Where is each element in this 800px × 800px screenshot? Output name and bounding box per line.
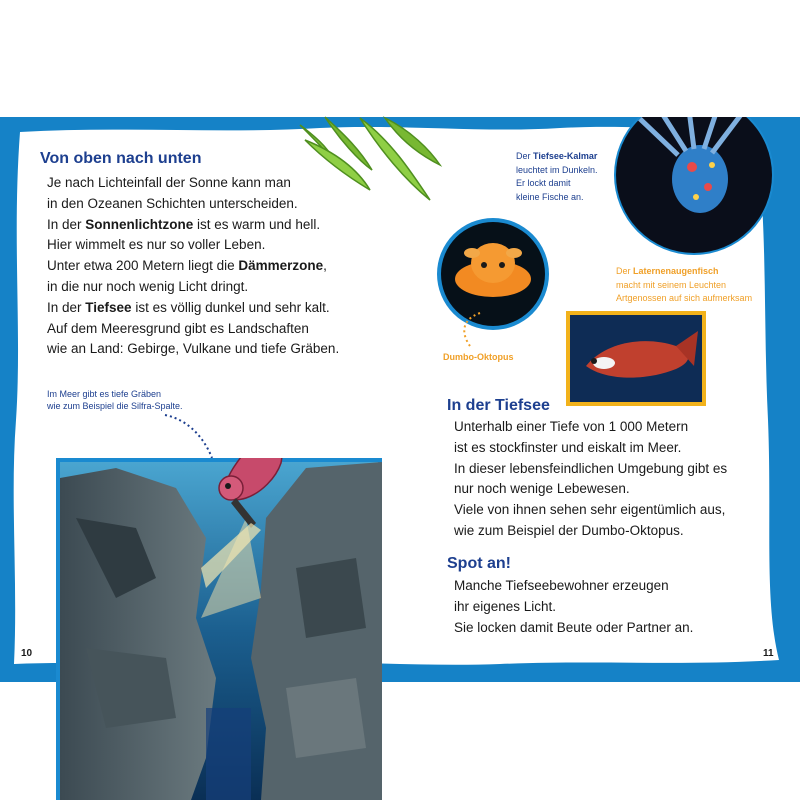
silfra-caption [47, 388, 183, 412]
silfra-caption-line: Im Meer gibt es tiefe Gräben [47, 389, 162, 399]
left-body-line: Hier wimmelt es nur so voller Leben. [47, 237, 266, 253]
laternenaugenfisch-photo [566, 311, 706, 406]
laternen-caption-line: macht mit seinem Leuchten [616, 279, 727, 290]
left-body-line: Je nach Lichteinfall der Sonne kann man [47, 175, 291, 190]
right-page-number: 11 [763, 648, 774, 659]
left-body-line: wie an Land: Gebirge, Vulkane und tiefe Gräben. [47, 341, 340, 357]
tiefsee-body-line: ist es stockfinster und eiskalt im Meer. [454, 439, 682, 455]
laternen-caption-line: Artgenossen auf sich aufmerksam [616, 293, 753, 303]
left-body-line: in den Ozeanen Schichten unterscheiden. [47, 195, 298, 211]
kalmar-caption-line: Der Tiefsee-Kalmar [516, 151, 598, 161]
tiefsee-body-line: wie zum Beispiel der Dumbo-Oktopus. [454, 522, 684, 538]
left-body-line-bold-term: Dämmerzone [238, 258, 324, 274]
laternen-caption [616, 265, 752, 306]
laternen-caption-line-bold-term: Laternenaugenfisch [633, 266, 719, 276]
left-body-text [47, 173, 339, 360]
dumbo-photo [436, 217, 550, 331]
left-body-line-bold-term: Sonnenlichtzone [85, 216, 194, 232]
tiefsee-body-line: nur noch wenige Lebewesen. [454, 481, 630, 497]
tiefsee-body-line: Viele von ihnen sehen sehr eigentümlich aus, [454, 502, 726, 518]
kalmar-photo [608, 117, 778, 267]
left-body-line: In der Tiefsee ist es völlig dunkel und sehr kalt. [47, 299, 330, 315]
left-body-line: in die nur noch wenig Licht dringt. [47, 278, 249, 294]
left-page-number: 10 [21, 648, 33, 659]
kalmar-caption-line: kleine Fische an. [516, 191, 584, 202]
kalmar-caption-line-bold-term: Tiefsee-Kalmar [533, 151, 598, 161]
spot-body-line: ihr eigenes Licht. [454, 598, 557, 614]
right-heading-spot: Spot an! [447, 555, 511, 572]
kalmar-caption [516, 150, 598, 204]
kalmar-caption-line: Er lockt damit [516, 178, 571, 188]
laternen-caption-line: Der Laternenaugenfisch [616, 266, 719, 276]
left-body-line: In der Sonnenlichtzone ist es warm und hell. [47, 216, 321, 232]
right-heading-tiefsee: In der Tiefsee [447, 397, 550, 414]
kalmar-caption-line: leuchtet im Dunkeln. [516, 164, 598, 175]
left-body-line: Auf dem Meeresgrund gibt es Landschaften [47, 320, 309, 336]
silfra-photo [56, 458, 382, 800]
left-body-line: Unter etwa 200 Metern liegt die Dämmerzone, [47, 258, 327, 274]
left-heading: Von oben nach unten [40, 150, 202, 167]
tiefsee-body-line: In dieser lebensfeindlichen Umgebung gibt es [454, 460, 728, 476]
tiefsee-body-text [454, 417, 727, 542]
tiefsee-body-line: Unterhalb einer Tiefe von 1 000 Metern [454, 419, 689, 434]
spot-body-line: Manche Tiefseebewohner erzeugen [454, 578, 669, 593]
spot-body-line: Sie locken damit Beute oder Partner an. [454, 619, 694, 635]
left-body-line-bold-term: Tiefsee [85, 299, 132, 315]
spot-body-text [454, 576, 693, 638]
dumbo-caption: Dumbo-Oktopus [443, 352, 514, 362]
silfra-caption-line: wie zum Beispiel die Silfra-Spalte. [47, 401, 183, 411]
